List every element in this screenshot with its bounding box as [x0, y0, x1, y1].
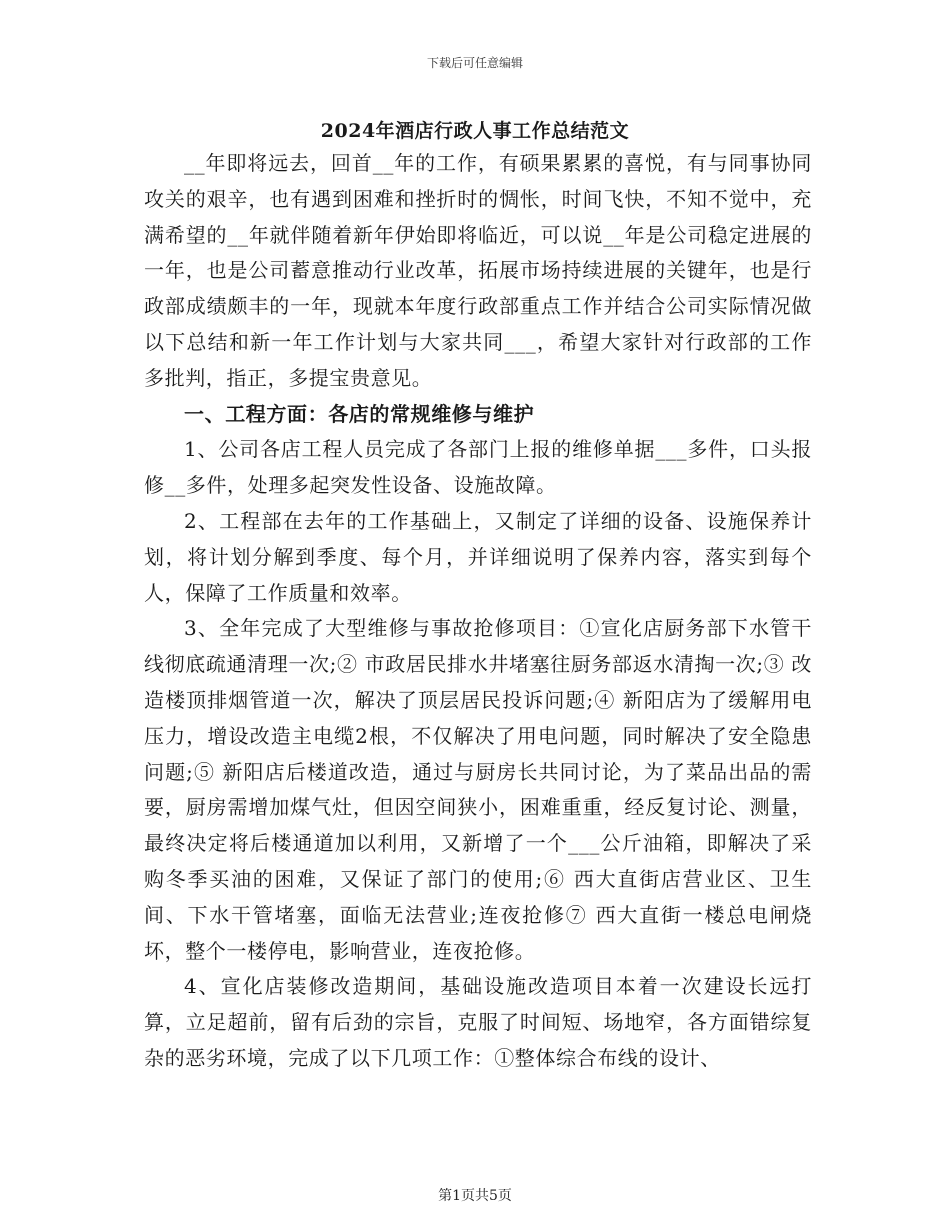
paragraph-item-3: 3、全年完成了大型维修与事故抢修项目：①宣化店厨务部下水管干线彻底疏通清理一次;② 市政居民排水井堵塞往厨务部返水清掏一次;③ 改造楼顶排烟管道一次，解决了顶层居民投诉问题;④ 新阳店为了缓解用电压力，增设改造主电缆2根，不仅解决了用电问题，同时解决了安全隐患问题;⑤ 新阳店后楼道改造，通过与厨房长共同讨论，为了菜品出品的需要，厨房需增加煤气灶，但因空间狭小，困难重重，经反复讨论、测量，最终决定将后楼通道加以利用，又新增了一个___公斤油箱，即解决了采购冬季买油的困难，又保证了部门的使用;⑥ 西大直街店营业区、卫生间、下水干管堵塞，面临无法营业;连夜抢修⑦ 西大直街一楼总电闸烧坏，整个一楼停电，影响营业，连夜抢修。 [144, 616, 812, 963]
paragraph-item-4: 4、宣化店装修改造期间，基础设施改造项目本着一次建设长远打算，立足超前，留有后劲的宗旨，克服了时间短、场地窄，各方面错综复杂的恶劣环境，完成了以下几项工作：①整体综合布线的设计、 [144, 974, 812, 1070]
document-body [144, 146, 812, 1077]
intro-paragraph: __年即将远去，回首__年的工作，有硕果累累的喜悦，有与同事协同攻关的艰辛，也有遇到困难和挫折时的惆怅，时间飞快，不知不觉中，充满希望的__年就伴随着新年伊始即将临近，可以说__年是公司稳定进展的一年，也是公司蓄意推动行业改革，拓展市场持续进展的关键年，也是行政部成绩颇丰的一年，现就本年度行政部重点工作并结合公司实际情况做以下总结和新一年工作计划与大家共同___，希望大家针对行政部的工作多批判，指正，多提宝贵意见。 [144, 151, 812, 390]
page-number: 第1页共5页 [438, 1188, 512, 1204]
paragraph-item-2: 2、工程部在去年的工作基础上，又制定了详细的设备、设施保养计划，将计划分解到季度、每个月，并详细说明了保养内容，落实到每个人，保障了工作质量和效率。 [144, 508, 812, 605]
header-note: 下载后可任意编辑 [426, 56, 523, 70]
section-heading-engineering: 一、工程方面：各店的常规维修与维护 [184, 401, 535, 426]
paragraph-item-1: 1、公司各店工程人员完成了各部门上报的维修单据___多件，口头报修__多件，处理多起突发性设备、设施故障。 [144, 437, 812, 498]
document-title: 2024年酒店行政人事工作总结范文 [320, 120, 630, 142]
